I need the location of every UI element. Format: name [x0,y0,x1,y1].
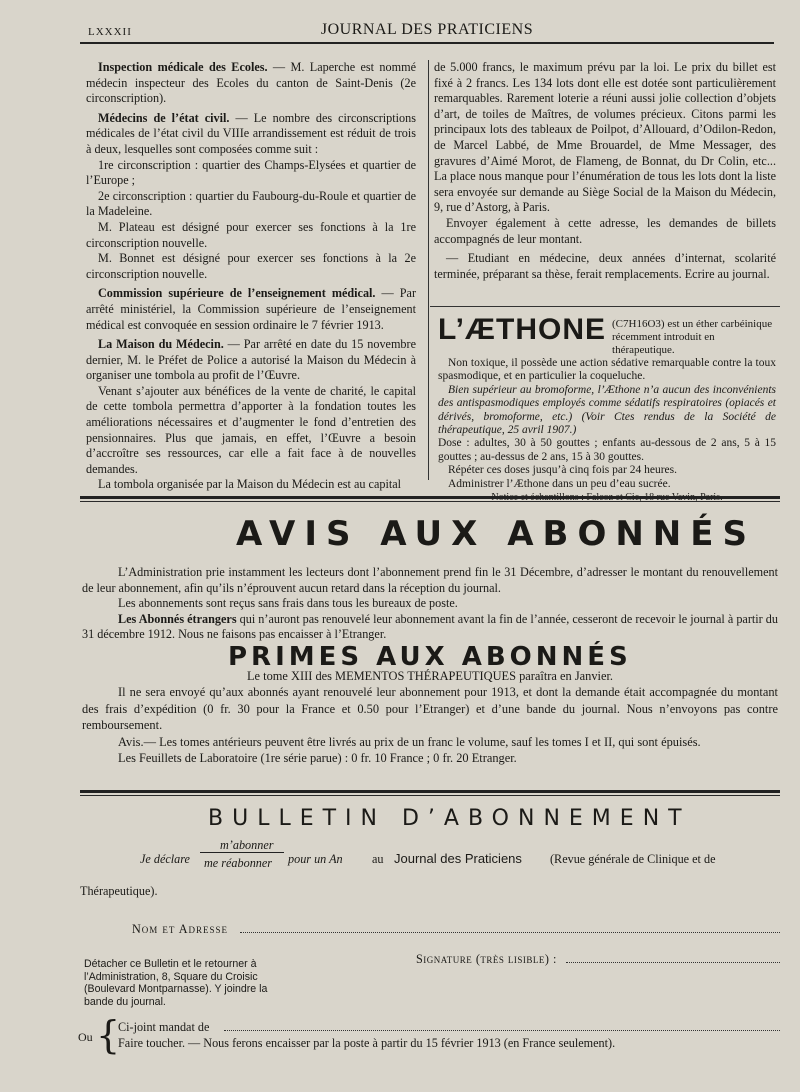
page-number: LXXXII [88,26,132,38]
for-year: pour un An [288,852,343,866]
paragraph-lots: de 5.000 francs, le maximum prévu par la loi. Le prix du billet est fixé à 2 francs. Les 134 lots dont elle est dotée sont particulièrement remarquables. Rarement loterie a réuni aussi jolie collection d’objets d’art, de toiles de Maîtres, de volumes précieux. Citons parmi les principaux lots des tableaux de Poilpot, d’Allouard, d’Odilon-Redon, de Marcel Labbé, de Mme Brouardel, de Mme Messager, des gravures d’Aimé Morot, de Flameng, de Bonnat, du Dr Colin, etc... La place nous manque pour l’énumération de tous les lots dont la liste sera envoyée sur demande au Siège Social de la Maison du Médecin, 9, rue d’Astorg, à Paris. [434,60,776,215]
paragraph-circ-1: 1re circonscription : quartier des Champs-Elysées et quartier de l’Europe ; [86,157,416,188]
avis-body: L’Administration prie instamment les lecteurs dont l’abonnement prend fin le 31 Décembre, d’adresser le montant du renouvellement de leur abonnement, afin qu’ils n’éprouvent aucun retard dans la réception du journal. Les abonnements sont reçus sans frais dans tous les bureaux de poste. Les Abonnés étrangers qui n’auront pas renouvelé leur abonnement avant la fin de l’année, cesseront de recevoir le journal à partir du 31 décembre 1912. Nous ne faisons pas encaisser à l’Etranger. [82,565,778,642]
paragraph-tombola: Venant s’ajouter aux bénéfices de la vente de charité, le capital de cette tombola permettra d’apporter à la fondation toutes les améliorations nécessaires et d’augmenter le fond d’entretien des pensionnaires. Plus que jamais, en effet, l’Œuvre a besoin d’accroître ses ressources, car elle a fait face à de nouvelles demandes. [86,383,416,476]
column-divider [428,60,429,480]
name-address-line[interactable] [240,932,780,933]
primes-body: Le tome XIII des MEMENTOS THÉRAPEUTIQUES paraîtra en Janvier. Il ne sera envoyé qu’aux abonnés ayant renouvelé leur abonnement pour 1913, et dont la demande était accompagnée du montant des frais d’expédition (0 fr. 30 pour la France et 0.50 pour l’Etranger) et d’une bande du journal. Nous n’envoyons pas contre remboursement. Avis.— Les tomes antérieurs peuvent être livrés au prix de un franc le volume, sauf les tomes I et II, qui sont épuisés. Les Feuillets de Laboratoire (1re série parue) : 0 fr. 10 France ; 0 fr. 20 Etranger. [82,669,778,766]
mandat-line[interactable] [224,1030,780,1031]
au-word: au [372,852,384,866]
declare-label: Je déclare [140,852,190,866]
bulletin-title: BULLETIN D’ABONNEMENT [208,806,691,831]
section-rule-1b [80,501,780,502]
paragraph-envoyer: Envoyer également à cette adresse, les demandes de billets accompagnés de leur montant. [434,215,776,246]
paragraph-circ-2: 2e circonscription : quartier du Faubourg-du-Roule et quartier de la Madeleine. [86,188,416,219]
paragraph-maison: La Maison du Médecin. — Par arrêté en date du 15 novembre dernier, M. le Préfet de Police a autorisé la Maison du Médecin à organiser une tombola au profit de l’Œuvre. [86,337,416,383]
name-address-label: Nom et Adresse [132,922,229,936]
name-address-field[interactable] [132,922,780,940]
journal-title: JOURNAL DES PRATICIENS [320,21,534,38]
section-rule-1 [80,496,780,499]
aethone-body: Non toxique, il possède une action sédative remarquable contre la toux spasmodique, et en particulier la coqueluche. Bien supérieur au bromoforme, l’Æthone n’a aucun des inconvénients des antispasmodiques employés comme sédatifs respiratoires (opiacés et dérivés, bromoforme, etc.) (Voir Ctes rendus de la Société de thérapeutique, 25 avril 1907.) Dose : adultes, 30 à 50 gouttes ; enfants au-dessous de 2 ans, 5 à 15 gouttes ; au-dessus de 2 ans, 15 à 30 gouttes. Répéter ces doses jusqu’à cinq fois par 24 heures. Administrer l’Æthone dans un peu d’eau sucrée. [438,357,776,490]
page-header [80,22,774,44]
signature-label: Signature (très lisible) : [416,952,557,966]
option-reabonner: me réabonner [204,856,273,870]
primes-title: PRIMES AUX ABONNÉS [228,642,632,672]
therapeutique-text: Thérapeutique). [80,884,158,898]
paragraph-capital: La tombola organisée par la Maison du Médecin est au capital [98,477,402,492]
ou-label: Ou [78,1030,93,1044]
mandat-label: Ci-joint mandat de [118,1020,210,1034]
paragraph-plateau: M. Plateau est désigné pour exercer ses fonctions à la 1re circonscription nouvelle. [86,219,416,250]
revue-text: (Revue générale de Clinique et de [550,852,716,866]
signature-line[interactable] [566,962,780,963]
aethone-lead: (C7H16O3) est un éther carbéinique récemment introduit en thérapeutique. [612,318,773,356]
faire-toucher-text: Faire toucher. — Nous ferons encaisser par la poste à partir du 15 février 1913 (en France seulement). [118,1036,616,1050]
avis-title: AVIS AUX ABONNÉS [236,514,756,554]
paragraph-etat-civil: Médecins de l’état civil. — Le nombre des circonscriptions médicales de l’état civil du VIIIe arrandissement est réduit de trois à deux, lesquelles sont composées comme suit : [86,110,416,156]
section-rule-2b [80,795,780,796]
paragraph-commission: Commission supérieure de l’enseignement médical. — Par arrêté ministériel, la Commission supérieure de l’enseignement médical est convoquée en session ordinaire le 7 février 1913. [86,286,416,332]
paragraph-inspection: Inspection médicale des Ecoles. — M. Laperche est nommé médecin inspecteur des Ecoles du canton de Saint-Denis (2e circonscription). [86,60,416,106]
paragraph-etudiant: — Etudiant en médecine, deux années d’internat, scolarité terminée, préparant sa thèse, ferait remplacements. Ecrire au journal. [434,251,776,281]
bulletin-declaration [140,838,780,888]
brace-symbol: { [96,1013,121,1057]
option-abonner: m’abonner [220,838,274,852]
right-column [434,60,776,282]
signature-field[interactable] [416,952,780,970]
option-divider [200,852,284,853]
left-column [86,60,416,493]
ad-top-rule [430,306,780,307]
bulletin-instructions: Détacher ce Bulletin et le retourner à l’Administration, 8, Square du Croisic (Boulevard Montparnasse). Y joindre la bande du journal. [84,958,268,1008]
section-rule-2 [80,790,780,793]
aethone-ad [438,314,776,504]
journal-name: Journal des Praticiens [394,851,522,866]
aethone-brand: L’ÆTHONE [438,313,607,346]
paragraph-bonnet: M. Bonnet est désigné pour exercer ses fonctions à la 2e circonscription nouvelle. [86,251,416,281]
